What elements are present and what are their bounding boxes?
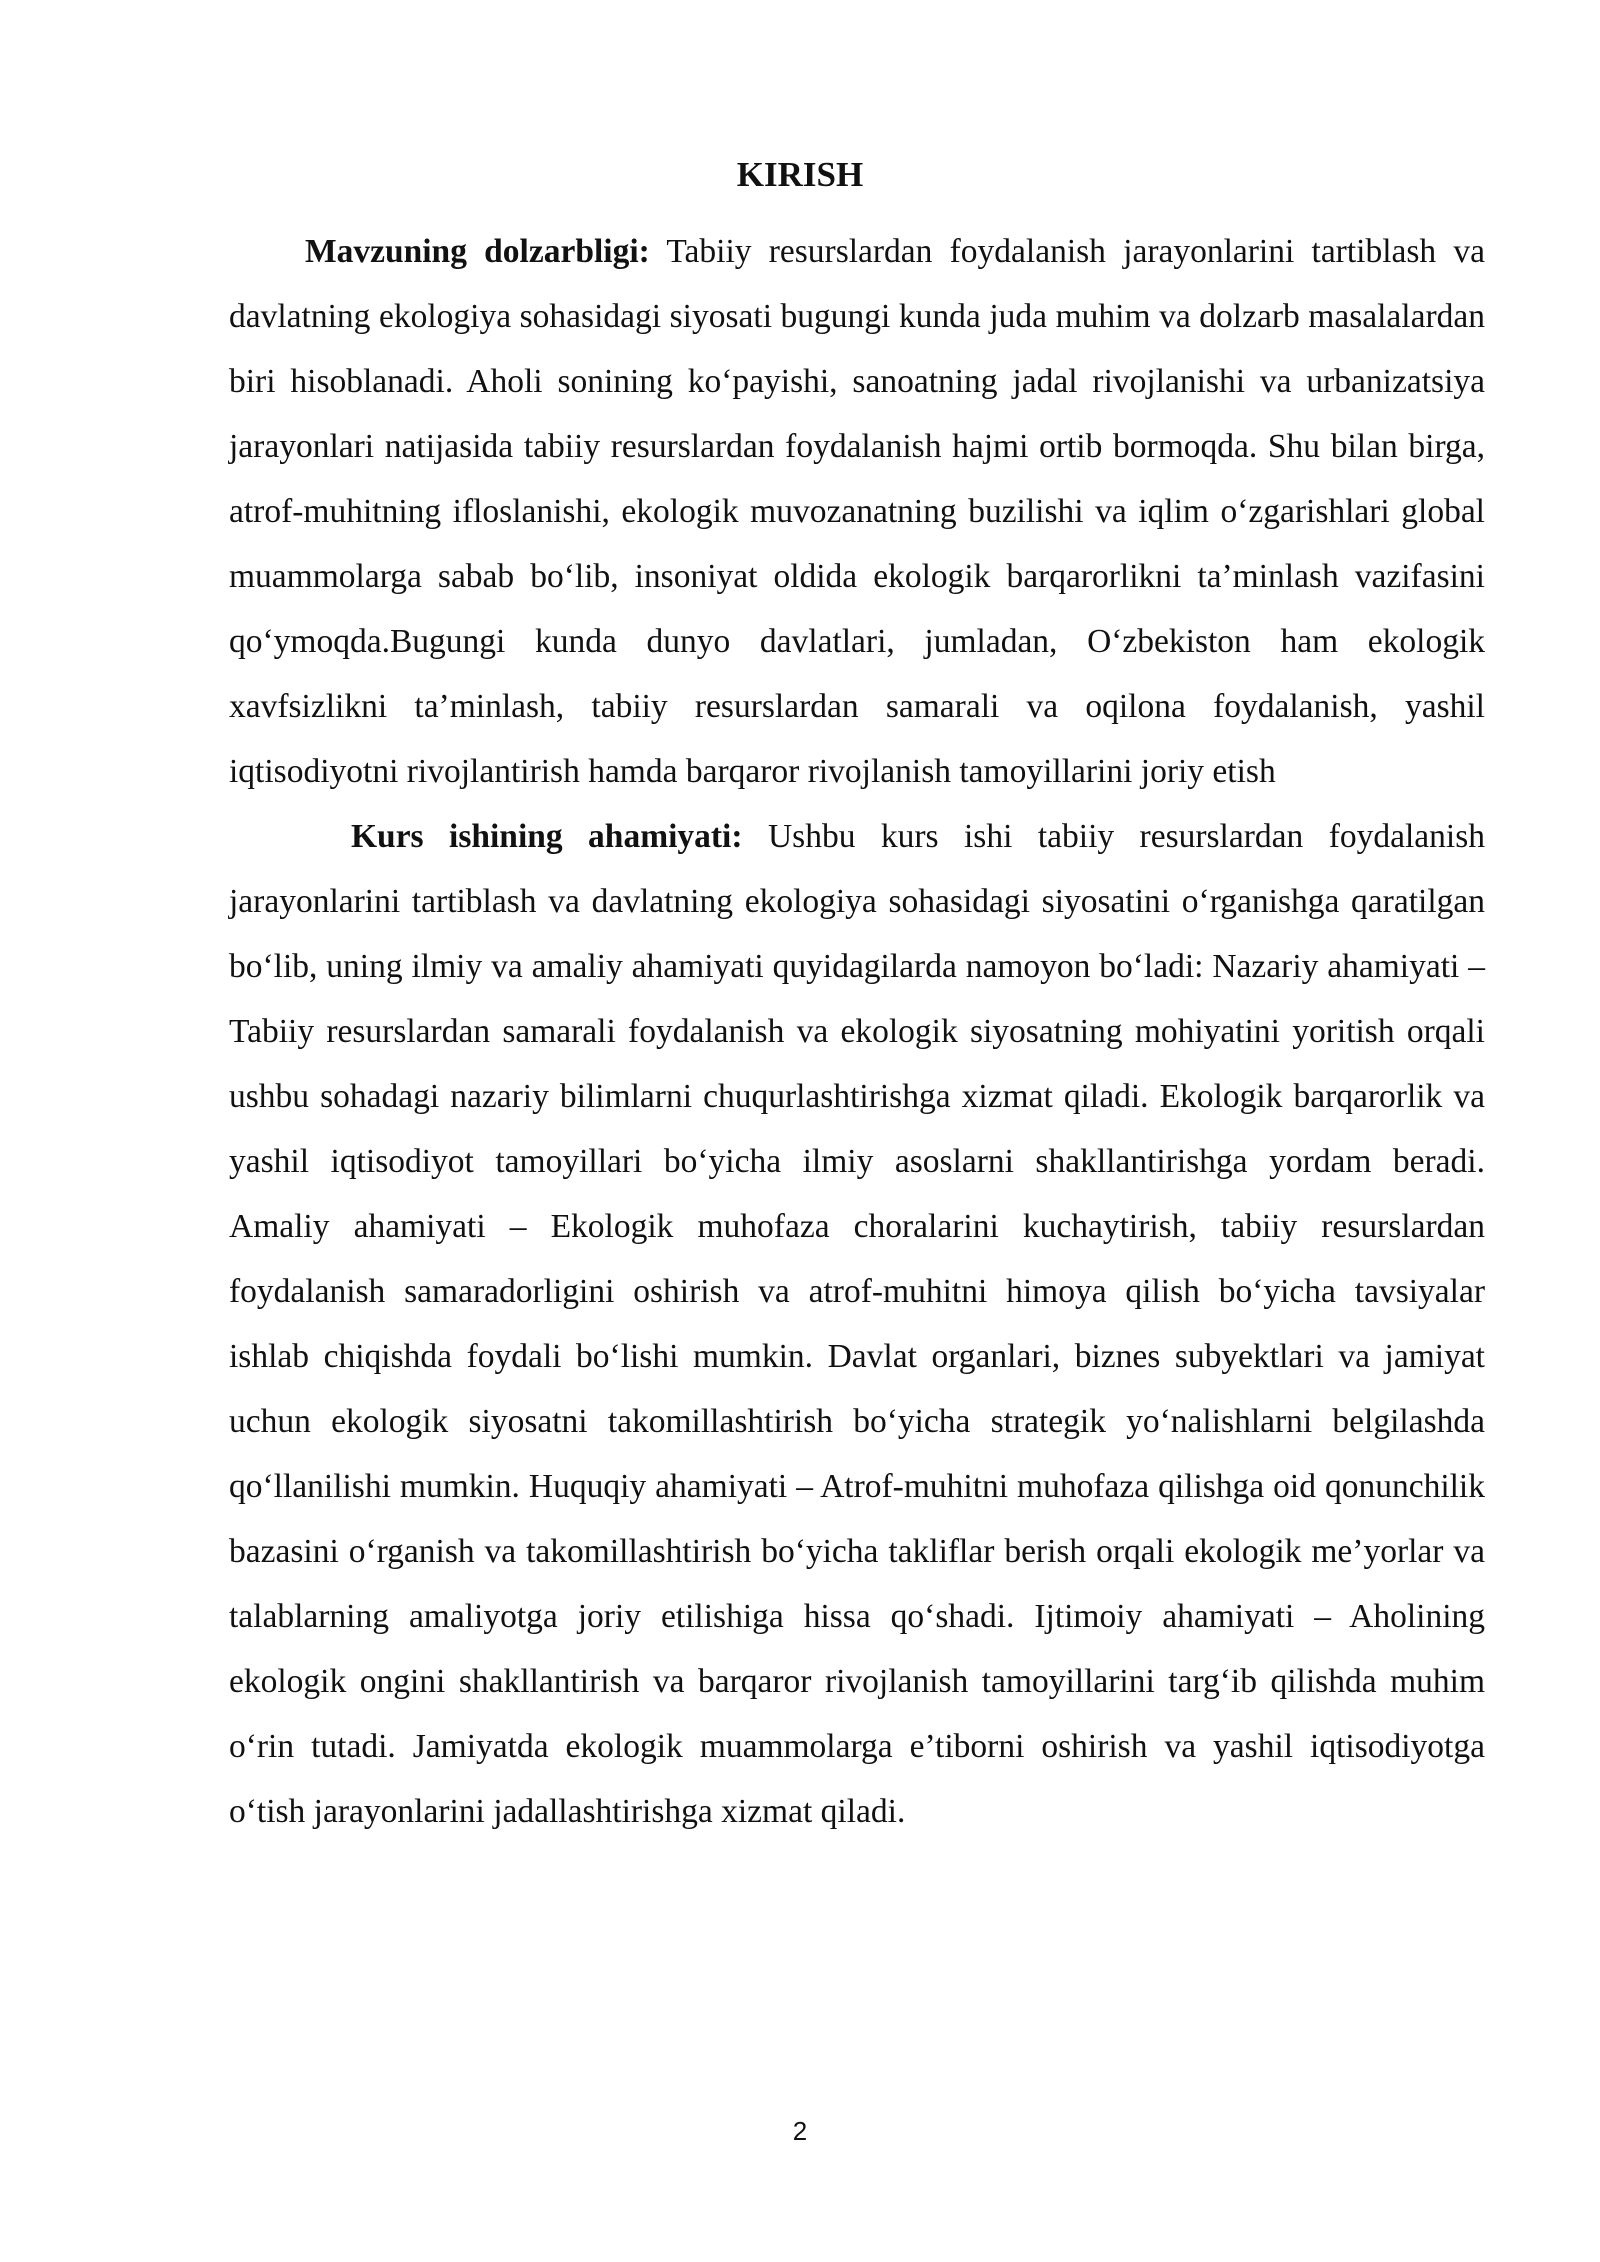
document-body (229, 219, 1485, 1844)
paragraph-text-significance: Ushbu kurs ishi tabiiy resurslardan foydalanish jarayonlarini tartiblash va davlatning ekologiya sohasidagi siyosatini o‘rganishga qaratilgan bo‘lib, uning ilmiy va amaliy ahamiyati quyidagilarda namoyon bo‘ladi: Nazariy ahamiyati – Tabiiy resurslardan samarali foydalanish va ekologik siyosatning mohiyatini yoritish orqali ushbu sohadagi nazariy bilimlarni chuqurlashtirishga xizmat qiladi. Ekologik barqarorlik va yashil iqtisodiyot tamoyillari bo‘yicha ilmiy asoslarni shakllantirishga yordam beradi. Amaliy ahamiyati – Ekologik muhofaza choralarini kuchaytirish, tabiiy resurslardan foydalanish samaradorligini oshirish va atrof-muhitni himoya qilish bo‘yicha tavsiyalar ishlab chiqishda foydali bo‘lishi mumkin. Davlat organlari, biznes subyektlari va jamiyat uchun ekologik siyosatni takomillashtirish bo‘yicha strategik yo‘nalishlarni belgilashda qo‘llanilishi mumkin. Huquqiy ahamiyati – Atrof-muhitni muhofaza qilishga oid qonunchilik bazasini o‘rganish va takomillashtirish bo‘yicha takliflar berish orqali ekologik me’yorlar va talablarning amaliyotga joriy etilishiga hissa qo‘shadi. Ijtimoiy ahamiyati – Aholining ekologik ongini shakllantirish va barqaror rivojlanish tamoyillarini targ‘ib qilishda muhim o‘rin tutadi. Jamiyatda ekologik muammolarga e’tiborni oshirish va yashil iqtisodiyotga o‘tish jarayonlarini jadallashtirishga xizmat qiladi. (229, 818, 1485, 1830)
paragraph-lead-significance: Kurs ishining ahamiyati: (351, 818, 743, 855)
paragraph-lead-relevance: Mavzuning dolzarbligi: (305, 233, 650, 270)
paragraph-relevance (229, 219, 1485, 804)
page-title: KIRISH (736, 155, 864, 194)
paragraph-significance (229, 804, 1485, 1844)
paragraph-text-relevance: Tabiiy resurslardan foydalanish jarayonlarini tartiblash va davlatning ekologiya sohasidagi siyosati bugungi kunda juda muhim va dolzarb masalalardan biri hisoblanadi. Aholi sonining ko‘payishi, sanoatning jadal rivojlanishi va urbanizatsiya jarayonlari natijasida tabiiy resurslardan foydalanish hajmi ortib bormoqda. Shu bilan birga, atrof-muhitning ifloslanishi, ekologik muvozanatning buzilishi va iqlim o‘zgarishlari global muammolarga sabab bo‘lib, insoniyat oldida ekologik barqarorlikni ta’minlash vazifasini qo‘ymoqda.Bugungi kunda dunyo davlatlari, jumladan, O‘zbekiston ham ekologik xavfsizlikni ta’minlash, tabiiy resurslardan samarali va oqilona foydalanish, yashil iqtisodiyotni rivojlantirish hamda barqaror rivojlanish tamoyillarini joriy etish (229, 233, 1485, 790)
page-number: 2 (792, 2116, 808, 2146)
